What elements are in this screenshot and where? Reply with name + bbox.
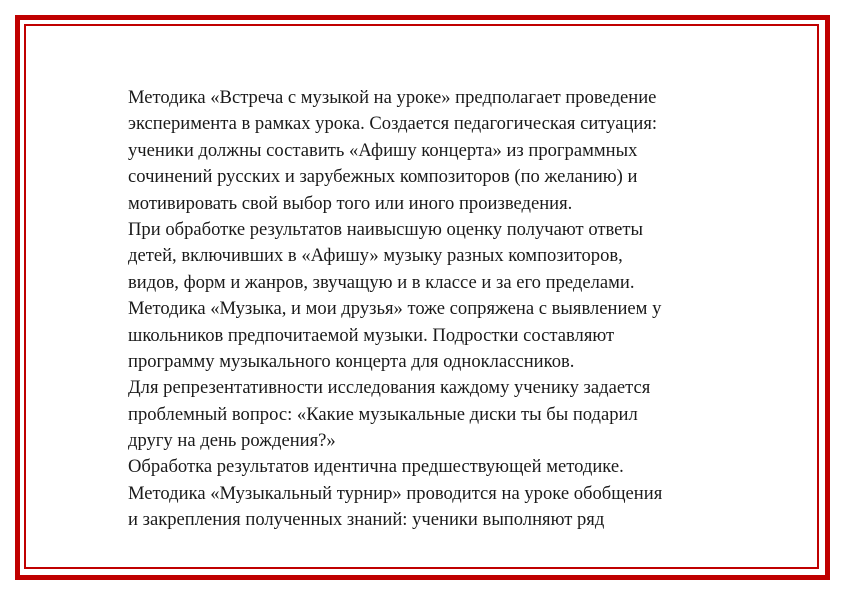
text-line: Обработка результатов идентична предшествующей методике. [128,456,624,478]
text-line: При обработке результатов наивысшую оценку получают ответы [128,218,644,240]
text-line: Для репрезентативности исследования каждому ученику задается [128,377,651,399]
text-line: мотивировать свой выбор того или иного произведения. [128,192,573,214]
text-line: Методика «Музыка, и мои друзья» тоже сопряжена с выявлением у [128,298,662,320]
text-line: видов, форм и жанров, звучащую и в классе и за его пределами. [128,271,635,293]
text-line: эксперимента в рамках урока. Создается педагогическая ситуация: [128,113,658,135]
text-line: школьников предпочитаемой музыки. Подростки составляют [128,324,615,346]
text-line: сочинений русских и зарубежных композиторов (по желанию) и [128,166,638,188]
text-line: Методика «Встреча с музыкой на уроке» предполагает проведение [128,87,657,108]
body-text [128,85,788,534]
text-line: детей, включивших в «Афишу» музыку разных композиторов, [128,245,623,267]
text-line: и закрепления полученных знаний: ученики выполняют ряд [128,509,605,531]
text-line: программу музыкального концерта для одноклассников. [128,350,575,372]
text-line: Методика «Музыкальный турнир» проводится на уроке обобщения [128,482,663,504]
text-line: другу на день рождения?» [128,430,336,452]
text-line: ученики должны составить «Афишу концерта» из программных [128,139,638,161]
text-line: проблемный вопрос: «Какие музыкальные диски ты бы подарил [128,403,638,425]
